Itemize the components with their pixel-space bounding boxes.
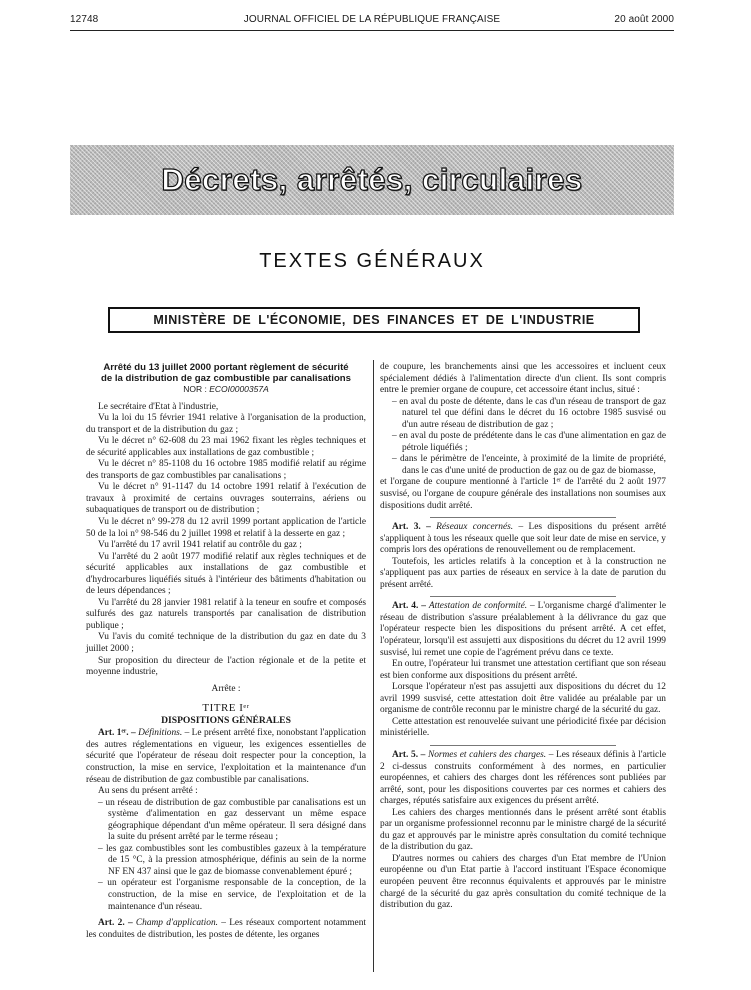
article-text: – Le présent arrêté fixe, nonobstant l'application des autres réglementations en vigueur, les exigences essentielles de sécurité que l'opérateur de réseau doit respecter pour la conception, la construction, la mise en service, l'exploitation et la maintenance d'un réseau de distribution de gaz combustible par canalisations. [86,728,366,785]
list-item: – dans le périmètre de l'enceinte, à proximité de la limite de propriété, dans le cas d'une unité de production de gaz ou de gaz de biomasse, [392,454,666,476]
article-3 [380,522,666,557]
article-title: Définitions. [138,728,183,739]
paragraph: Vu le décret n° 99-278 du 12 avril 1999 portant application de l'article 50 de la loi n° 98-546 du 2 juillet 1998 et relatif à la desserte en gaz ; [86,517,366,539]
nor-value: ECOI0000357A [209,384,269,394]
article-title: Champ d'application. [135,918,218,929]
decree-title-line: Arrêté du 13 juillet 2000 portant règlement de sécurité [103,362,349,373]
list-item: – en aval du poste de prédétente dans le cas d'une alimentation en gaz de pétrole liquéfiés ; [392,431,666,453]
article-number: Art. 1ᵉʳ. – [98,728,136,739]
article-separator [430,745,616,746]
article-title: Attestation de conformité. [428,601,528,612]
paragraph: D'autres normes ou cahiers des charges d'un Etat membre de l'Union européenne ou d'un Etat partie à l'accord instituant l'Espace économique européen peuvent être reconnus équivalents et approuvés par le ministre chargé de la sécurité du gaz après consultation du comité technique de la distribution du gaz. [380,853,666,911]
running-header [70,14,674,28]
article-separator [430,596,616,597]
decree-title-line: de la distribution de gaz combustible par canalisations [100,373,352,384]
list-item: – les gaz combustibles sont les combustibles gazeux à la température de 15 °C, à la pression atmosphérique, définis au sein de la norme NF EN 437 ainsi que le gaz de biomasse convenablement épuré ; [98,843,366,877]
paragraph: Vu le décret n° 91-1147 du 14 octobre 1991 relatif à l'exécution de travaux à proximité de certains ouvrages souterrains, aériens ou subaquatiques de transport ou de distribution ; [86,482,366,516]
article-number: Art. 5. – [392,749,426,760]
article-1 [86,728,366,786]
article-separator [430,517,616,518]
paragraph: et l'organe de coupure mentionné à l'article 1ᵉʳ de l'arrêté du 2 août 1977 susvisé, ou l'organe de coupure générale des installations non soumises aux dispositions dudit arrêté. [380,477,666,511]
paragraph: Vu l'avis du comité technique de la distribution du gaz en date du 3 juillet 2000 ; [86,632,366,655]
article-text: – Les réseaux définis à l'article 2 ci-dessus construits conformément à des normes, en particulier européennes, et cahiers des charges dont les références sont publiées par arrêté, sont, pour les dispositions couvertes par ces normes et cahiers des charges, réputés satisfaire aux exigences du présent arrêté. [380,749,666,807]
decree-title [86,362,366,384]
paragraph: Les cahiers des charges mentionnés dans le présent arrêté sont établis par un organisme professionnel reconnu par le ministre chargé de la sécurité du gaz et approuvés par le ministre après consultation du comité technique de la distribution du gaz. [380,807,666,853]
paragraph: Sur proposition du directeur de l'action régionale et de la petite et moyenne industrie, [86,655,366,678]
article-text: – L'organisme chargé d'alimenter le réseau de distribution s'assure préalablement à la délivrance du gaz que l'opérateur respecte bien les dispositions du présent arrêté. A cet effet, l'opérateur, lorsqu'il est assujetti aux dispositions du décret du 12 avril 1999 susvisé, lui remet une copie de l'agrément prévu dans ce texte. [380,601,667,658]
paragraph: Cette attestation est renouvelée suivant une périodicité fixée par décision ministérielle. [380,716,666,739]
paragraph: Vu l'arrêté du 28 janvier 1981 relatif à la teneur en soufre et composés sulfurés des gaz naturels transportés par canalisation de distribution publique ; [86,597,366,631]
header-rule [70,30,674,31]
nor-label: NOR : [183,384,207,394]
paragraph: Vu le décret n° 62-608 du 23 mai 1962 fixant les règles techniques et de sécurité applicables aux installations de gaz combustible ; [86,436,366,458]
paragraph: Au sens du présent arrêté : [98,786,198,797]
left-column [86,362,366,941]
ministry-box [108,307,640,333]
article-4 [380,601,666,659]
article-title: Réseaux concernés. [436,522,514,533]
list-item: – un réseau de distribution de gaz combustible par canalisations est un système d'alimentation en gaz desservant un même espace géographique dépendant d'un même opérateur. Il sera désigné dans la suite du présent arrêté par le terme réseau ; [98,797,366,843]
article-2 [86,918,366,941]
paragraph: Vu la loi du 15 février 1941 relative à l'organisation de la production, du transport et de la distribution du gaz ; [86,413,366,435]
nor-reference [86,384,366,396]
paragraph: Le secrétaire d'Etat à l'industrie, [98,401,219,412]
article-text: – Les réseaux comportent notamment les conduites de distribution, les postes de détente, les organes [86,918,367,940]
article-number: Art. 2. – [98,918,133,929]
arrete-label: Arrête : [211,683,241,694]
article-text: – Les dispositions du présent arrêté s'appliquent à tous les réseaux quelle que soit leur date de mise en service, y compris lors des opérations de renouvellement ou de remplacement. [380,522,666,556]
paragraph: Toutefois, les articles relatifs à la conception et à la construction ne s'appliquent pas aux parties de réseaux en service à la date de parution du présent arrêté. [380,556,666,590]
banner-text: Décrets, arrêtés, circulaires [161,162,583,197]
article-5 [380,750,666,808]
column-divider [373,360,374,972]
article-title: Normes et cahiers des charges. [427,749,547,760]
titre-heading: TITRE Iᵉʳ [202,702,250,715]
article-number: Art. 3. – [392,522,431,533]
scope-list [380,397,666,478]
list-item: – en aval du poste de détente, dans le cas d'un réseau de transport de gaz naturel tel que défini dans le décret du 16 octobre 1985 susvisé ou d'un autre réseau de distribution de gaz ; [392,396,666,430]
journal-title: JOURNAL OFFICIEL DE LA RÉPUBLIQUE FRANÇAISE [243,14,501,25]
page-number: 12748 [70,14,99,25]
issue-date: 20 août 2000 [614,14,674,25]
dispositions-heading: DISPOSITIONS GÉNÉRALES [161,714,291,726]
article-number: Art. 4. – [392,601,426,612]
paragraph: de coupure, les branchements ainsi que les accessoires et incluent ceux spécialement dédiés à l'alimentation directe d'un client. Ils sont compris entre le premier organe de coupure, cet accessoire étant inclus, situé : [380,362,666,396]
paragraph: Vu l'arrêté du 2 août 1977 modifié relatif aux règles techniques et de sécurité applicables aux installations de gaz combustible et d'hydrocarbures liquéfiés situés à l'intérieur des bâtiments d'habitation ou de leurs dépendances ; [86,551,366,597]
section-title: TEXTES GÉNÉRAUX [259,250,485,272]
right-column [380,362,666,912]
ministry-name: MINISTÈRE DE L'ÉCONOMIE, DES FINANCES ET DE L'INDUSTRIE [153,313,595,327]
paragraph: Vu l'arrêté du 17 avril 1941 relatif au contrôle du gaz ; [98,540,302,551]
section-banner [70,145,674,215]
list-item: – un opérateur est l'organisme responsable de la conception, de la construction, de la mise en service, de l'exploitation et de la maintenance d'un réseau. [98,878,366,912]
paragraph: Vu le décret n° 85-1108 du 16 octobre 1985 modifié relatif au régime des transports de gaz combustibles par canalisations ; [86,459,366,481]
definition-list [86,798,366,913]
paragraph: Lorsque l'opérateur n'est pas assujetti aux dispositions du décret du 12 avril 1999 susvisé, cette attestation doit être validée au préalable par un organisme de contrôle reconnu par le ministre chargé de la sécurité du gaz. [380,682,666,716]
paragraph: En outre, l'opérateur lui transmet une attestation certifiant que son réseau est bien conforme aux dispositions du présent arrêté. [380,659,666,681]
